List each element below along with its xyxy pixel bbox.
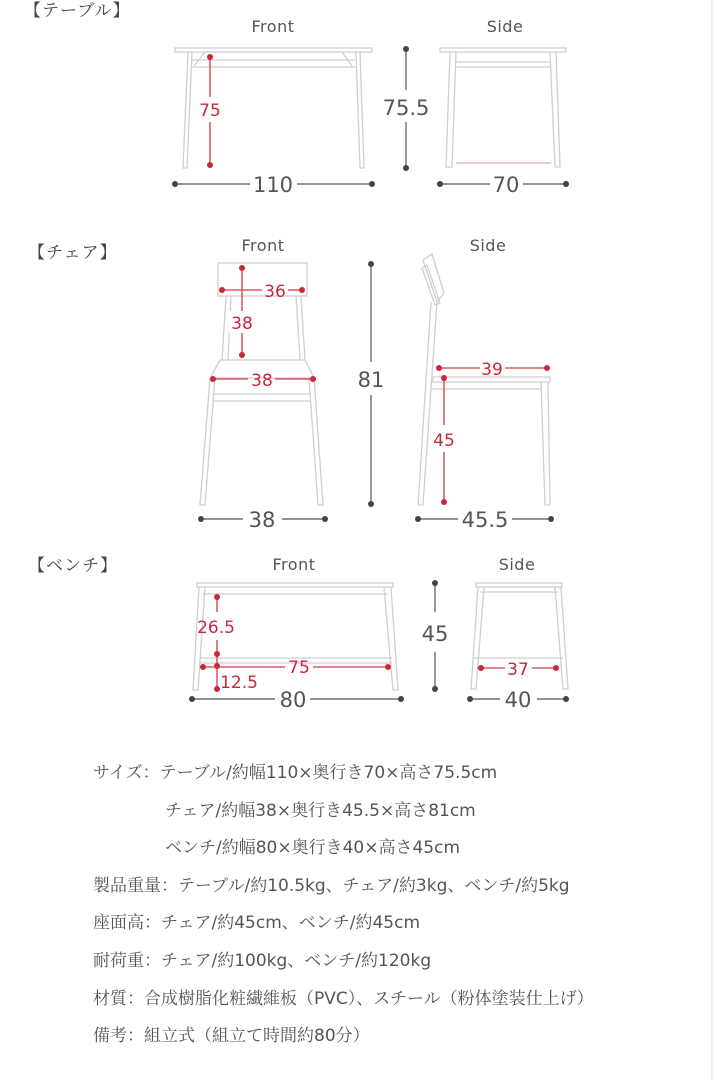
table-front-label: Front (251, 17, 295, 36)
table-section-title: 【テーブル】 (24, 1, 131, 21)
bench-front-label: Front (272, 555, 316, 574)
chair-side-label: Side (469, 236, 507, 255)
bench-side-label: Side (498, 555, 536, 574)
chair-seat-width-dim: 38 (251, 371, 273, 391)
spec-text: 組立式（組立て時間約80分） (144, 1026, 370, 1047)
chair-height-dimension (358, 261, 385, 507)
bench-side-view (467, 555, 569, 712)
table-front-height-dim: 75 (199, 101, 221, 121)
spec-notes (93, 1018, 594, 1056)
spec-seat-height (93, 905, 594, 943)
spec-text: チェア/約幅38×奥行き45.5×高さ81cm (165, 800, 476, 821)
table-side-label: Side (486, 17, 524, 36)
table-height-dimension (383, 46, 430, 171)
table-total-height-dim: 75.5 (382, 96, 430, 120)
bench-under-seat-dim: 26.5 (197, 618, 235, 638)
spec-label: 耐荷重： (93, 950, 161, 971)
spec-label: サイズ： (93, 763, 160, 783)
spec-label: 材質： (93, 988, 144, 1009)
spec-text: チェア/約45cm、ベンチ/約45cm (161, 913, 421, 934)
bench-width-dim: 80 (279, 688, 307, 712)
chair-seat-height-dim: 45 (433, 431, 455, 451)
chair-side-view (415, 236, 554, 532)
spec-text: テーブル/約幅110×奥行き70×高さ75.5cm (159, 763, 498, 783)
spec-label: 座面高： (93, 913, 161, 934)
chair-width-dim: 38 (248, 508, 276, 532)
spec-size-table (93, 755, 594, 793)
chair-seat-depth-dim: 39 (481, 360, 503, 380)
bench-total-height-dim: 45 (421, 622, 449, 646)
chair-backrest-width-dim: 36 (264, 282, 286, 302)
table-side-view (437, 17, 569, 197)
table-front-view (172, 17, 375, 197)
chair-front-view (198, 236, 328, 532)
bench-section-title: 【ベンチ】 (28, 556, 118, 576)
bench-bar-height-dim: 12.5 (220, 673, 258, 693)
spec-size-bench (93, 830, 594, 868)
table-depth-dim: 70 (492, 173, 520, 197)
spec-size-chair (93, 793, 594, 831)
spec-text: テーブル/約10.5kg、チェア/約3kg、ベンチ/約5kg (178, 875, 570, 896)
table-width-dim: 110 (252, 173, 294, 197)
bench-inner-depth-dim: 37 (507, 660, 529, 680)
bench-front-view (189, 555, 404, 712)
spec-label: 備考： (93, 1026, 144, 1047)
spec-label: 製品重量： (93, 875, 178, 896)
spec-text: ベンチ/約幅80×奥行き40×高さ45cm (165, 838, 461, 859)
chair-front-label: Front (241, 236, 285, 255)
spec-material (93, 981, 594, 1019)
chair-total-height-dim: 81 (357, 368, 385, 392)
chair-section-title: 【チェア】 (28, 243, 118, 263)
chair-depth-dim: 45.5 (461, 508, 509, 532)
bench-inner-width-dim: 75 (288, 658, 310, 678)
spec-text: 合成樹脂化粧繊維板（PVC）、スチール（粉体塗装仕上げ） (144, 988, 594, 1009)
bench-height-dimension (422, 580, 449, 692)
spec-list (93, 755, 594, 1056)
bench-depth-dim: 40 (504, 688, 532, 712)
spec-weight (93, 868, 594, 906)
spec-text: チェア/約100kg、ベンチ/約120kg (161, 950, 432, 971)
chair-backrest-height-dim: 38 (231, 314, 253, 334)
spec-load-capacity (93, 943, 594, 981)
